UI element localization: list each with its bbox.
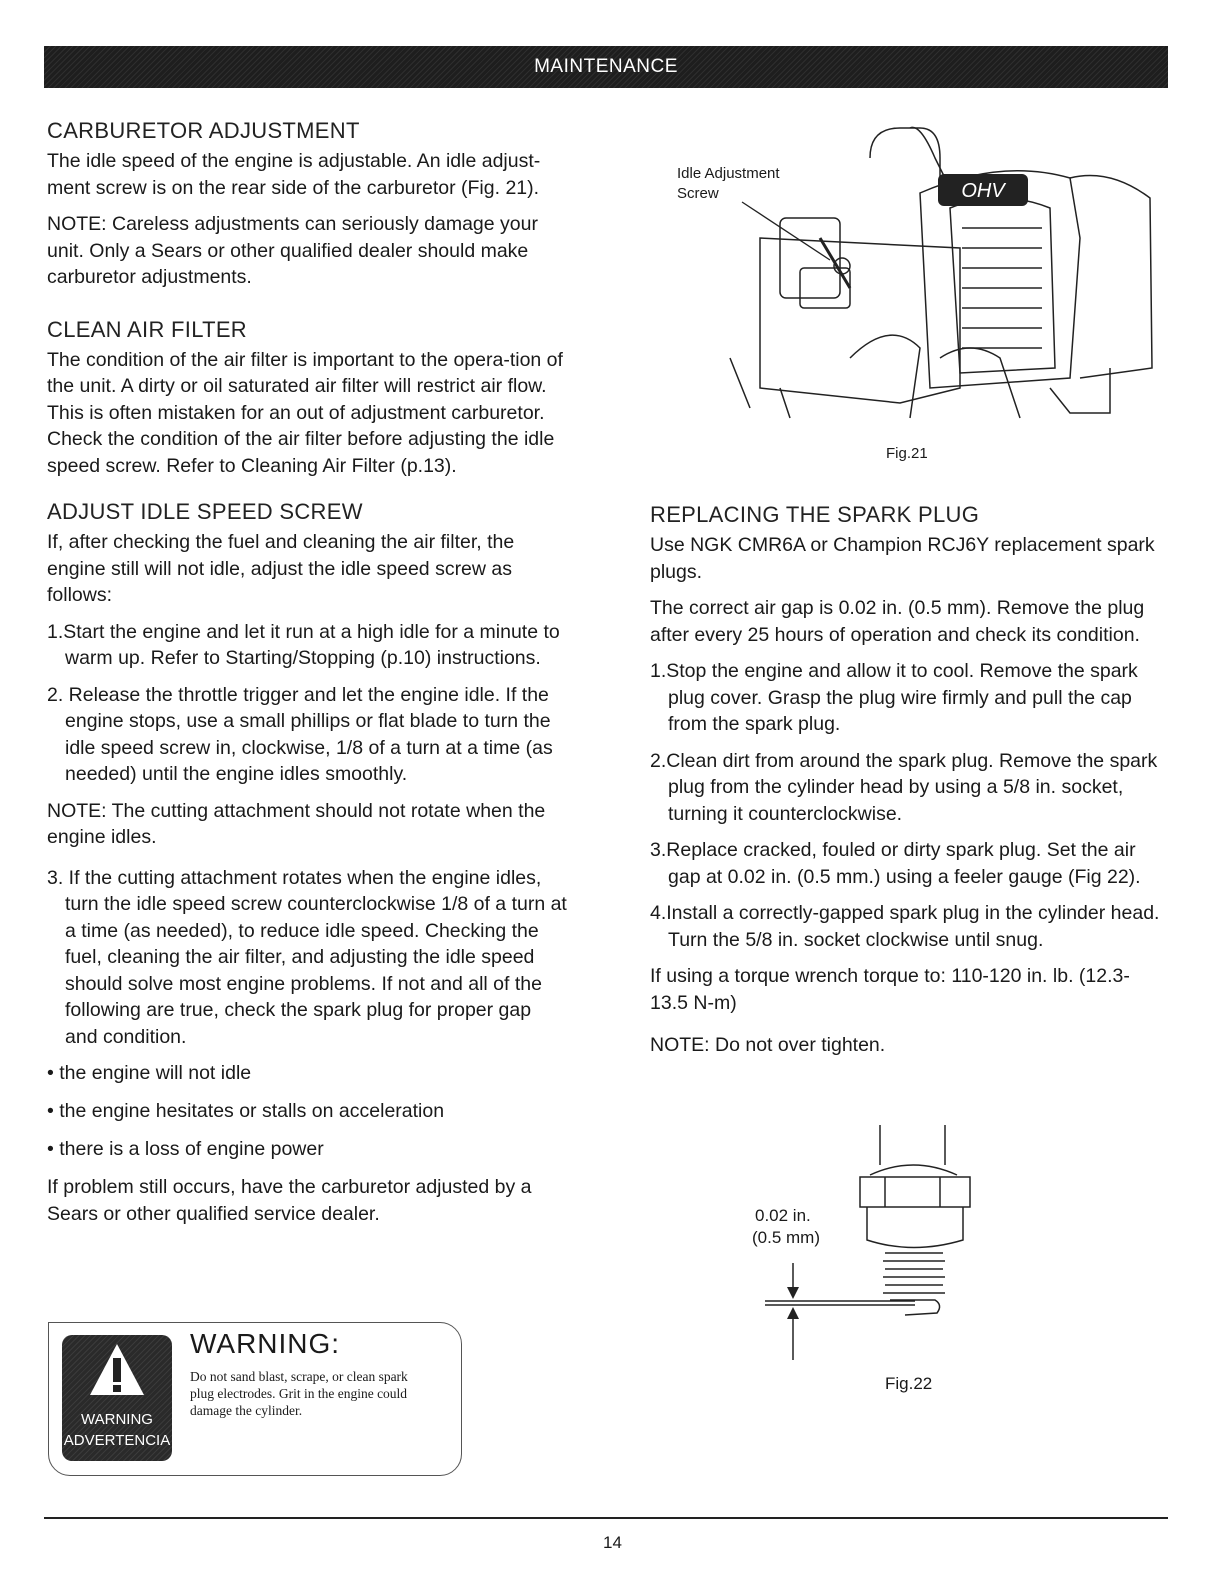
carburetor-paragraph: The idle speed of the engine is adjustable. An idle adjust-ment screw is on the rear side of the carburetor (Fig. 21).: [47, 150, 541, 199]
warning-title: WARNING:: [190, 1328, 341, 1359]
spark-step-3: 3.Replace cracked, fouled or dirty spark plug. Set the air gap at 0.02 in. (0.5 mm.) using a feeler gauge (Fig 22).: [650, 839, 1141, 888]
warning-icon: [62, 1335, 172, 1461]
idle-speed-intro: If, after checking the fuel and cleaning the air filter, the engine still will not idle, adjust the idle speed screw as follows:: [47, 531, 515, 606]
fig22-caption: Fig.22: [885, 1374, 933, 1393]
left-column: [47, 118, 567, 1237]
air-filter-heading: CLEAN AIR FILTER: [47, 316, 247, 342]
carburetor-heading: CARBURETOR ADJUSTMENT: [47, 118, 360, 143]
carburetor-note: NOTE: Careless adjustments can seriously damage your unit. Only a Sears or other qualified dealer should make carburetor adjustments.: [47, 213, 538, 288]
spark-step-2: 2.Clean dirt from around the spark plug. Remove the spark plug from the cylinder head by using a 5/8 in. socket, turning it counterclockwise.: [650, 749, 1158, 825]
bullet-item: • there is a loss of engine power: [47, 1138, 324, 1160]
idle-step-2: 2. Release the throttle trigger and let the engine idle. If the engine stops, use a small phillips or flat blade to turn the idle speed screw in, clockwise, 1/8 of a turn at a time (as needed) until the engine idles smoothly.: [47, 683, 553, 785]
spark-plug-gap: The correct air gap is 0.02 in. (0.5 mm). Remove the plug after every 25 hours of operation and check its condition.: [650, 597, 1145, 646]
footer-rule: [44, 1517, 1168, 1519]
right-column: [650, 502, 1160, 1069]
warning-triangle-icon: [88, 1341, 146, 1399]
ohv-badge: OHV: [961, 180, 1005, 202]
spark-plug-heading: REPLACING THE SPARK PLUG: [650, 502, 980, 527]
torque-paragraph: If using a torque wrench torque to: 110-120 in. lb. (12.3-13.5 N-m): [650, 965, 1130, 1014]
bullet-item: • the engine hesitates or stalls on acceleration: [47, 1100, 445, 1122]
spark-step-1: 1.Stop the engine and allow it to cool. Remove the spark plug cover. Grasp the plug wire firmly and pull the cap from the spark plug.: [650, 660, 1138, 735]
warning-text: Do not sand blast, scrape, or clean spark plug electrodes. Grit in the engine could damage the cylinder.: [190, 1369, 408, 1418]
spark-note: NOTE: Do not over tighten.: [650, 1034, 886, 1056]
idle-note: NOTE: The cutting attachment should not rotate when the engine idles.: [47, 799, 546, 848]
spark-step-4: 4.Install a correctly-gapped spark plug in the cylinder head. Turn the 5/8 in. socket clockwise until snug.: [650, 902, 1160, 951]
section-banner: MAINTENANCE: [44, 46, 1168, 88]
page-number: 14: [603, 1533, 622, 1552]
idle-speed-heading: ADJUST IDLE SPEED SCREW: [47, 499, 363, 524]
gap-label: 0.02 in.: [755, 1206, 811, 1225]
spark-plug-figure: [745, 1125, 985, 1375]
idle-final-paragraph: If problem still occurs, have the carburetor adjusted by a Sears or other qualified service dealer.: [47, 1176, 532, 1225]
fig21-caption: Fig.21: [886, 445, 928, 462]
idle-adjust-callout-2: Screw: [677, 185, 719, 202]
idle-step-3: 3. If the cutting attachment rotates when the engine idles, turn the idle speed screw counterclockwise 1/8 of a turn at a time (as needed), to reduce idle speed. Checking the fuel, cleaning the air filter, and adjusting the idle speed should solve most engine problems. If not and all of the following are true, check the spark plug for proper gap and condition.: [47, 866, 567, 1048]
air-filter-paragraph: The condition of the air filter is important to the opera-tion of the unit. A dirty or oil saturated air filter will restrict air flow. This is often mistaken for an out of adjustment carburetor. Check the condition of the air filter before adjusting the idle speed screw. Refer to Cleaning Air Filter (p.13).: [47, 348, 563, 477]
gap-label-mm: (0.5 mm): [752, 1228, 820, 1247]
warning-icon-label: WARNING: [81, 1411, 153, 1428]
idle-step-1: 1.Start the engine and let it run at a high idle for a minute to warm up. Refer to Starting/Stopping (p.10) instructions.: [47, 620, 560, 669]
advertencia-icon-label: ADVERTENCIA: [63, 1432, 171, 1449]
spark-plug-intro: Use NGK CMR6A or Champion RCJ6Y replacement spark plugs.: [650, 534, 1155, 583]
bullet-item: • the engine will not idle: [47, 1062, 252, 1084]
idle-adjust-callout: Idle Adjustment: [677, 165, 780, 182]
